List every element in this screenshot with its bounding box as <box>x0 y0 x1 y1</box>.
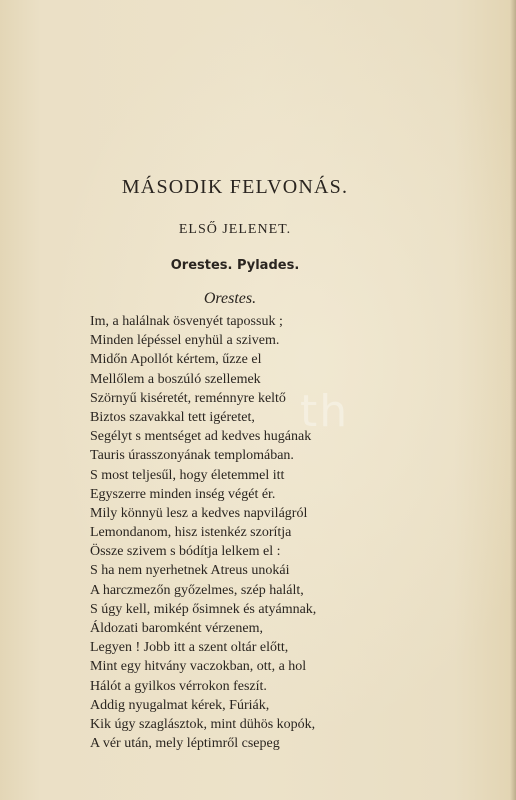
verse-line: S ha nem nyerhetnek Atreus unokái <box>90 563 290 579</box>
verse-line: Kik úgy szaglásztok, mint dühös kopók, <box>90 716 316 732</box>
character-list: Orestes. Pylades. <box>170 258 300 273</box>
speaker-name: Orestes. <box>203 290 257 307</box>
verse-line: Mint egy hitvány vaczokban, ott, a hol <box>90 659 307 675</box>
verse-line: Biztos szavakkal tett igéretet, <box>90 409 255 425</box>
verse-block <box>90 312 316 753</box>
verse-line: Legyen ! Jobb itt a szent oltár előtt, <box>90 640 289 656</box>
verse-line: S most teljesűl, hogy életemmel itt <box>90 467 285 483</box>
verse-line: A harczmezőn győzelmes, szép halált, <box>90 582 304 598</box>
verse-line: Szörnyű kiséretét, reménnyre keltő <box>90 390 286 406</box>
verse-line: Hálót a gyilkos vérrokon feszít. <box>90 678 267 694</box>
verse-line: Midőn Apollót kértem, űzze el <box>90 352 262 368</box>
verse-line: Mily könnyü lesz a kedves napvilágról <box>90 505 308 521</box>
verse-line: Mellőlem a boszúló szellemek <box>90 371 261 387</box>
verse-line: A vér után, mely léptimről csepeg <box>90 736 280 752</box>
verse-line: Addig nyugalmat kérek, Fúriák, <box>90 697 270 713</box>
act-title: MÁSODIK FELVONÁS. <box>121 176 349 198</box>
verse-line: Minden lépéssel enyhül a szivem. <box>90 333 280 349</box>
scene-title: ELSŐ JELENET. <box>178 222 292 237</box>
verse-line: Tauris úrasszonyának templomában. <box>90 448 294 464</box>
page-edge-shadow <box>510 0 516 800</box>
watermark: th <box>300 386 350 437</box>
verse-line: Im, a halálnak ösvenyét tapossuk ; <box>90 314 283 329</box>
verse-line: Egyszerre minden inség végét ér. <box>90 486 276 502</box>
verse-line: S úgy kell, mikép ősimnek és atyámnak, <box>90 601 317 617</box>
verse-line: Segélyt s mentséget ad kedves hugának <box>90 429 312 445</box>
verse-line: Össze szivem s bódítja lelkem el : <box>90 544 281 560</box>
verse-line: Áldozati baromként vérzenem, <box>90 621 263 636</box>
verse-line: Lemondanom, hisz istenkéz szorítja <box>90 525 292 541</box>
